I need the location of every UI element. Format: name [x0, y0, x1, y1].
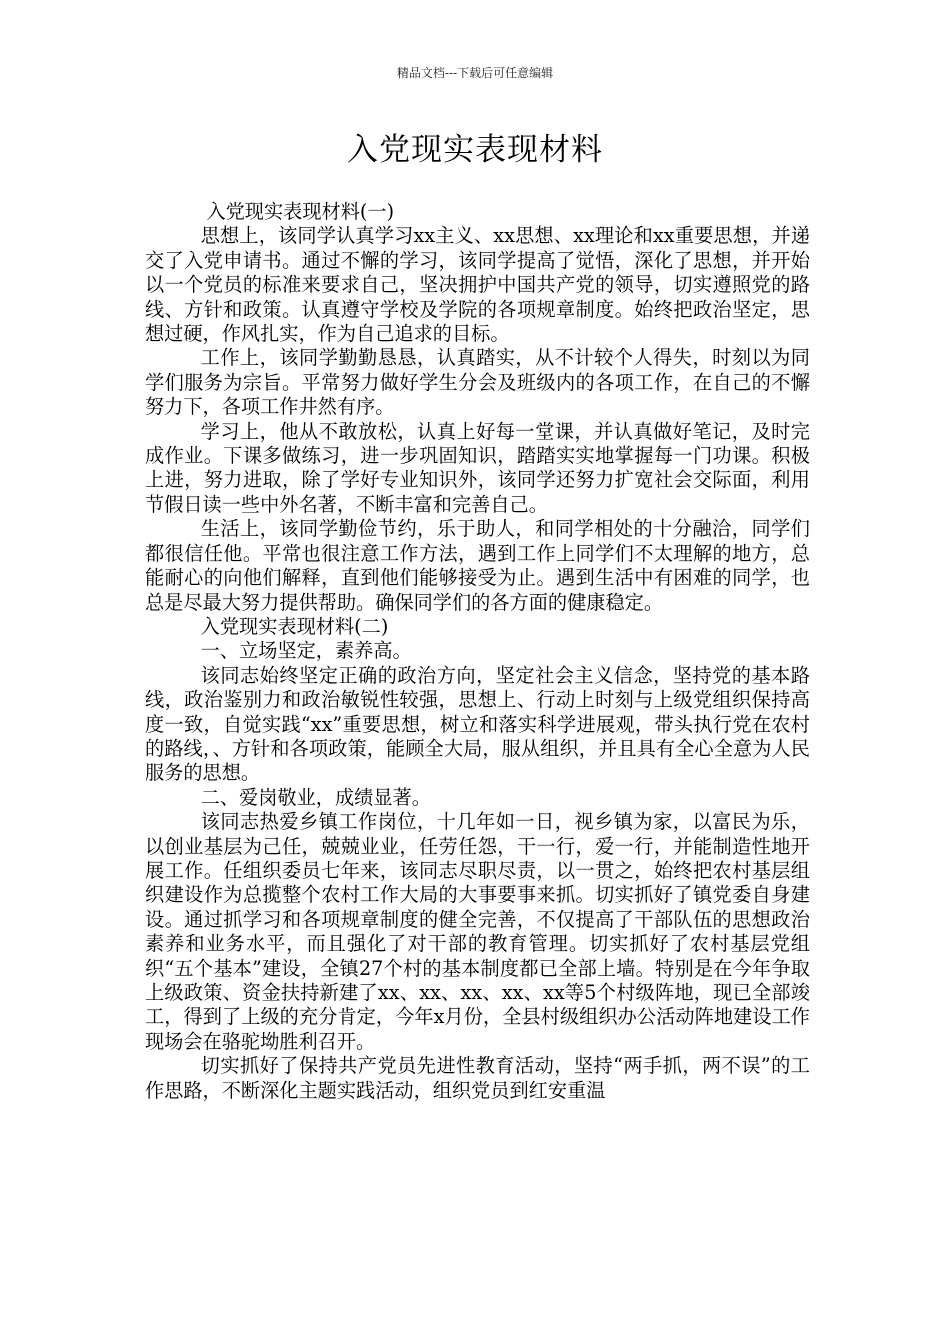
- paragraph: 二、爱岗敬业，成绩显著。: [200, 785, 431, 809]
- paragraph: 入党现实表现材料(一): [206, 200, 395, 223]
- paragraph: 切实抓好了保持共产党员先进性教育活动，坚持“两手抓，两不误”的工作思路，不断深化主题实践活动，组织党员到红安重温: [145, 1054, 810, 1102]
- paragraph: 一、立场坚定，素养高。: [200, 639, 412, 663]
- document-body: [145, 200, 810, 1103]
- paragraph: 思想上，该同学认真学习xx主义、xx思想、xx理论和xx重要思想，并递交了入党申请书。通过不懈的学习，该同学提高了觉悟，深化了思想，并开始以一个党员的标准来要求自己，坚决拥护中国共产党的领导，切实遵照党的路线、方针和政策。认真遵守学校及学院的各项规章制度。始终把政治坚定，思想过硬，作风扎实，作为自己追求的目标。: [145, 224, 810, 346]
- header-note: 精品文档---下载后可任意编辑: [396, 66, 554, 80]
- paragraph: 该同志始终坚定正确的政治方向，坚定社会主义信念，坚持党的基本路线，政治鉴别力和政治敏锐性较强，思想上、行动上时刻与上级党组织保持高度一致，自觉实践“xx”重要思想，树立和落实科学进展观，带头执行党在农村的路线，、方针和各项政策，能顾全大局，服从组织，并且具有全心全意为人民服务的思想。: [145, 663, 810, 785]
- paragraph: 工作上，该同学勤勤恳恳，认真踏实，从不计较个人得失，时刻以为同学们服务为宗旨。平常努力做好学生分会及班级内的各项工作，在自己的不懈努力下，各项工作井然有序。: [145, 346, 810, 419]
- paragraph: 该同志热爱乡镇工作岗位，十几年如一日，视乡镇为家，以富民为乐，以创业基层为己任，兢兢业业，任劳任怨，干一行，爱一行，并能制造性地开展工作。任组织委员七年来，该同志尽职尽责，以一贯之，始终把农村基层组织建设作为总揽整个农村工作大局的大事要事来抓。切实抓好了镇党委自身建设。通过抓学习和各项规章制度的健全完善，不仅提高了干部队伍的思想政治素养和业务水平，而且强化了对干部的教育管理。切实抓好了农村基层党组织“五个基本”建设，全镇27个村的基本制度都已全部上墙。特别是在今年争取上级政策、资金扶持新建了xx、xx、xx、xx、xx等5个村级阵地，现已全部竣工，得到了上级的充分肯定，今年x月份，全县村级组织办公活动阵地建设工作现场会在骆驼坳胜利召开。: [145, 810, 810, 1053]
- document-title: 入党现实表现材料: [347, 132, 603, 168]
- paragraph: 入党现实表现材料(二): [200, 614, 389, 638]
- paragraph: 学习上，他从不敢放松，认真上好每一堂课，并认真做好笔记，及时完成作业。下课多做练习，进一步巩固知识，踏踏实实地掌握每一门功课。积极上进，努力进取，除了学好专业知识外，该同学还努力扩宽社会交际面，利用节假日读一些中外名著，不断丰富和完善自己。: [145, 419, 810, 516]
- paragraph: 生活上，该同学勤俭节约，乐于助人，和同学相处的十分融洽，同学们都很信任他。平常也很注意工作方法，遇到工作上同学们不太理解的地方，总能耐心的向他们解释，直到他们能够接受为止。遇到生活中有困难的同学，也总是尽最大努力提供帮助。确保同学们的各方面的健康稳定。: [145, 517, 810, 614]
